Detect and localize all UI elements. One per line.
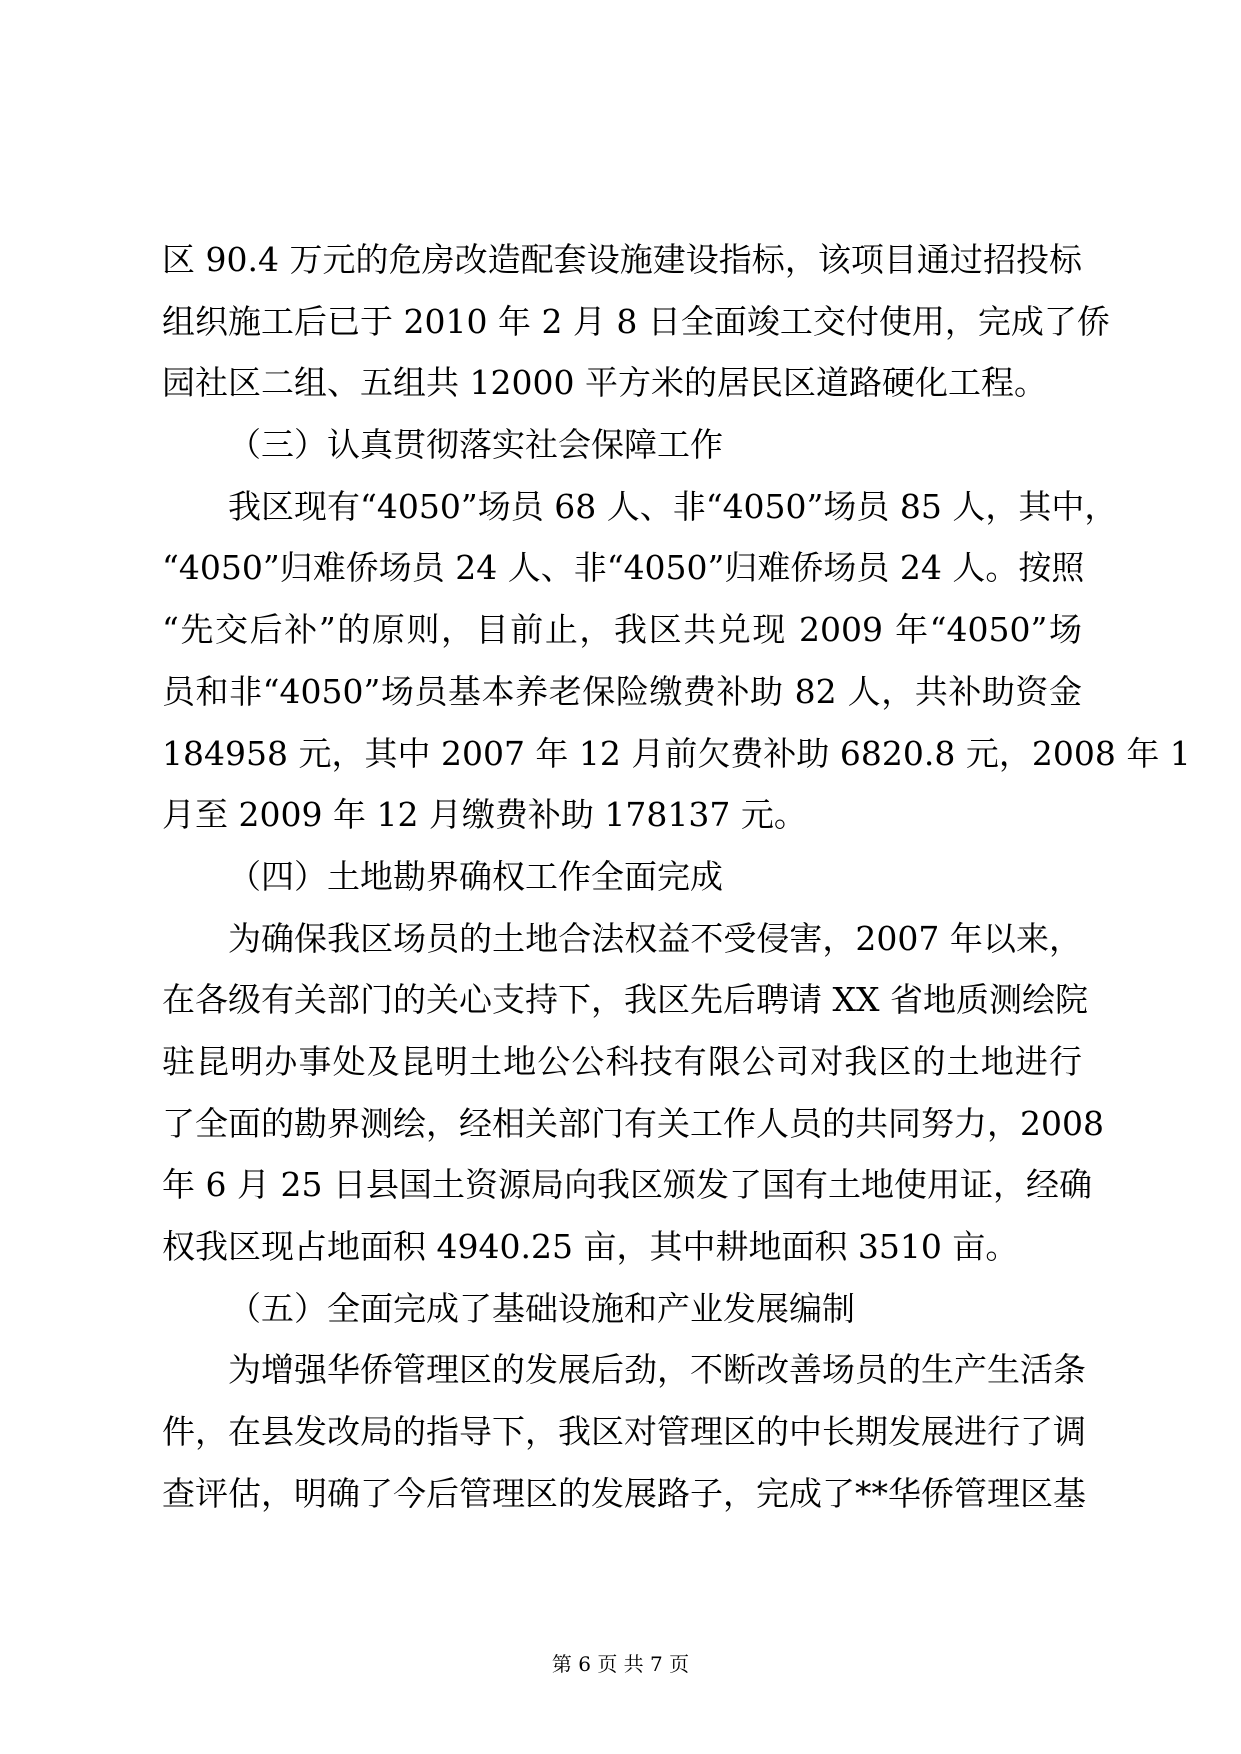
text-line: 年 6 月 25 日县国土资源局向我区颁发了国有土地使用证，经确 bbox=[162, 1165, 1092, 1205]
text-line: 组织施工后已于 2010 年 2 月 8 日全面竣工交付使用，完成了侨 bbox=[162, 301, 1110, 341]
text-line: “4050”归难侨场员 24 人、非“4050”归难侨场员 24 人。按照 bbox=[162, 548, 1085, 588]
text-line: 我区现有“4050”场员 68 人、非“4050”场员 85 人，其中， bbox=[228, 486, 1118, 526]
text-line: 了全面的勘界测绘，经相关部门有关工作人员的共同努力，2008 bbox=[162, 1103, 1104, 1143]
text-line: 查评估，明确了今后管理区的发展路子，完成了**华侨管理区基 bbox=[162, 1473, 1086, 1513]
text-line: 员和非“4050”场员基本养老保险缴费补助 82 人，共补助资金 bbox=[162, 671, 1082, 711]
text-line: 月至 2009 年 12 月缴费补助 178137 元。 bbox=[162, 795, 807, 835]
text-line: 驻昆明办事处及昆明土地公公科技有限公司对我区的土地进行 bbox=[162, 1041, 1082, 1081]
text-line: 184958 元，其中 2007 年 12 月前欠费补助 6820.8 元，2008 年 1 bbox=[162, 733, 1191, 773]
page-footer: 第 6 页 共 7 页 bbox=[551, 1652, 690, 1676]
text-line: “先交后补”的原则，目前止，我区共兑现 2009 年“4050”场 bbox=[162, 610, 1082, 650]
text-line: 件，在县发改局的指导下，我区对管理区的中长期发展进行了调 bbox=[162, 1412, 1086, 1452]
section-heading: （五）全面完成了基础设施和产业发展编制 bbox=[228, 1288, 855, 1328]
text-line: 区 90.4 万元的危房改造配套设施建设指标，该项目通过招投标 bbox=[162, 240, 1082, 279]
body-text bbox=[162, 229, 1191, 1524]
text-line: 在各级有关部门的关心支持下，我区先后聘请 XX 省地质测绘院 bbox=[162, 980, 1088, 1020]
text-line: 为增强华侨管理区的发展后劲，不断改善场员的生产生活条 bbox=[228, 1350, 1086, 1390]
text-line: 园社区二组、五组共 12000 平方米的居民区道路硬化工程。 bbox=[162, 363, 1047, 403]
text-line: 为确保我区场员的土地合法权益不受侵害，2007 年以来， bbox=[228, 918, 1082, 958]
section-heading: （四）土地勘界确权工作全面完成 bbox=[228, 856, 723, 896]
text-line: 权我区现占地面积 4940.25 亩，其中耕地面积 3510 亩。 bbox=[162, 1227, 1019, 1266]
section-heading: （三）认真贯彻落实社会保障工作 bbox=[228, 425, 723, 465]
